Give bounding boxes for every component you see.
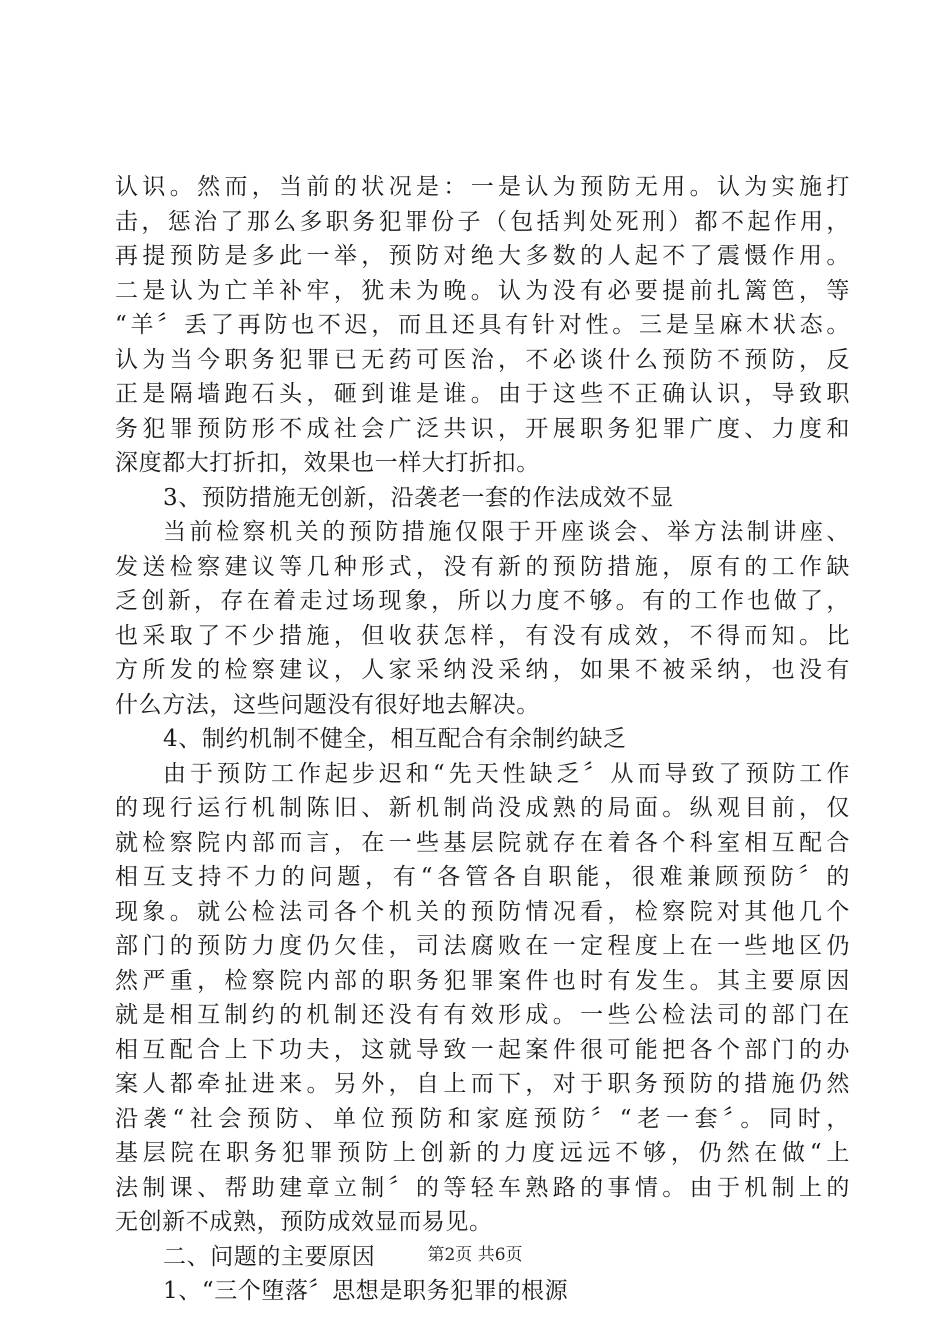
text-line: 部门的预防力度仍欠佳，司法腐败在一定程度上在一些地区仍: [115, 933, 850, 959]
text-line: 相互支持不力的问题，有“各管各自职能，很难兼顾预防〞的: [115, 864, 850, 890]
text-line: 沿袭“社会预防、单位预防和家庭预防〞“老一套〞。同时，: [115, 1105, 850, 1132]
text-line: 当前检察机关的预防措施仅限于开座谈会、举方法制讲座、: [163, 519, 850, 545]
text-line: 基层院在职务犯罪预防上创新的力度远远不够，仍然在做“上: [115, 1140, 850, 1166]
text-line: 法制课、帮助建章立制〞的等轻车熟路的事情。由于机制上的: [115, 1174, 850, 1201]
text-line: 正是隔墙跑石头，砸到谁是谁。由于这些不正确认识，导致职: [115, 381, 850, 407]
section-heading: 二、问题的主要原因: [163, 1243, 376, 1270]
text-line: 由于预防工作起步迟和“先天性缺乏〞从而导致了预防工作: [163, 760, 850, 787]
text-line: 二是认为亡羊补牢，犹未为晚。认为没有必要提前扎篱笆，等: [115, 277, 850, 304]
text-line: 案人都牵扯进来。另外，自上而下，对于职务预防的措施仍然: [115, 1071, 850, 1097]
text-line: 方所发的检察建议，人家采纳没采纳，如果不被采纳，也没有: [115, 657, 850, 683]
text-line: 的现行运行机制陈旧、新机制尚没成熟的局面。纵观目前，仅: [115, 795, 850, 821]
text-line: 击，惩治了那么多职务犯罪份子（包括判处死刑）都不起作用，: [115, 208, 850, 235]
text-line: 再提预防是多此一举，预防对绝大多数的人起不了震慑作用。: [115, 243, 850, 269]
text-line: 务犯罪预防形不成社会广泛共识，开展职务犯罪广度、力度和: [115, 415, 850, 442]
text-line: “羊〞丢了再防也不迟，而且还具有针对性。三是呈麻木状态。: [115, 312, 850, 338]
text-line: 深度都大打折扣，效果也一样大打折扣。: [115, 450, 540, 476]
text-line: 也采取了不少措施，但收获怎样，有没有成效，不得而知。比: [115, 622, 850, 649]
text-line: 相互配合上下功夫，这就导致一起案件很可能把各个部门的办: [115, 1036, 850, 1063]
text-line: 然严重，检察院内部的职务犯罪案件也时有发生。其主要原因: [115, 967, 850, 994]
page-number-footer: 第2页 共6页: [427, 1245, 523, 1265]
section-heading: 1、“三个堕落〞思想是职务犯罪的根源: [163, 1278, 569, 1304]
text-line: 什么方法，这些问题没有很好地去解决。: [115, 691, 540, 718]
text-line: 发送检察建议等几种形式，没有新的预防措施，原有的工作缺: [115, 553, 850, 580]
document-body: [115, 170, 850, 1309]
section-heading: 3、预防措施无创新，沿袭老一套的作法成效不显: [163, 484, 674, 511]
text-line: 就检察院内部而言，在一些基层院就存在着各个科室相互配合: [115, 829, 850, 856]
text-line: 认识。然而，当前的状况是：一是认为预防无用。认为实施打: [115, 174, 850, 200]
text-line: 无创新不成熟，预防成效显而易见。: [115, 1209, 493, 1235]
section-heading: 4、制约机制不健全，相互配合有余制约缺乏: [163, 726, 627, 752]
text-line: 就是相互制约的机制还没有有效形成。一些公检法司的部门在: [115, 1002, 850, 1028]
text-line: 现象。就公检法司各个机关的预防情况看，检察院对其他几个: [115, 898, 850, 925]
text-line: 认为当今职务犯罪已无药可医治，不必谈什么预防不预防，反: [115, 346, 850, 373]
text-line: 乏创新，存在着走过场现象，所以力度不够。有的工作也做了，: [115, 588, 850, 614]
